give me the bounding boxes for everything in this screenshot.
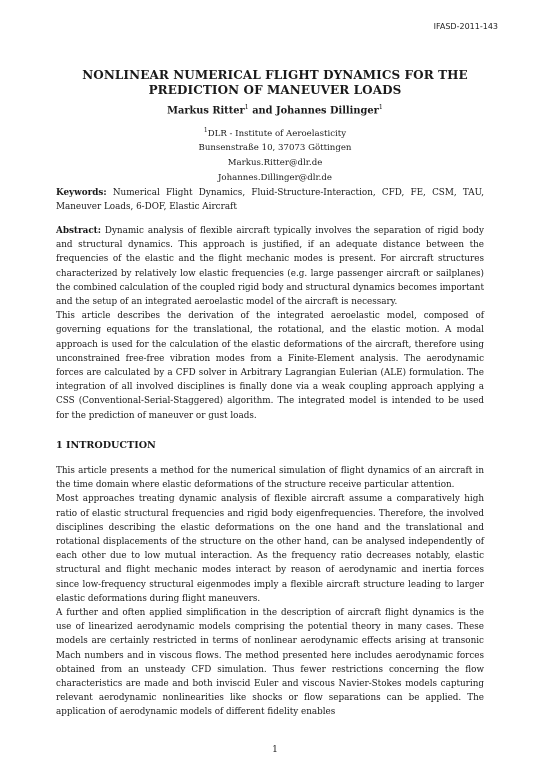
keywords (56, 186, 484, 214)
author-name: Markus Ritter (167, 105, 245, 117)
body-paragraph: A further and often applied simplification in the description of aircraft flight dynamics is the use of linearized aerodynamic models comprising the potential theory in many cases. These models are certainly restricted in terms of nonlinear aerodynamic effects arising at transonic Mach numbers and in viscous flows. The method presented here includes aerodynamic forces obtained from an unsteady CFD simulation. Thus fewer restrictions concerning the flow characteristics are made and both inviscid Euler and viscous Navier-Stokes models capturing relevant aerodynamic nonlinearities like shocks or flow separations can be applied. The application of aerodynamic models of different fidelity enables (56, 608, 484, 718)
keywords-text: Numerical Flight Dynamics, Fluid-Structure-Interaction, CFD, FE, CSM, TAU, Maneuver Loads, 6-DOF, Elastic Aircraft (56, 188, 485, 213)
author-line (40, 103, 510, 116)
page-number: 1 (272, 745, 278, 755)
author-joiner: and (252, 105, 273, 117)
abstract (56, 224, 484, 423)
author-email: Johannes.Dillinger@dlr.de (217, 172, 332, 183)
introduction-body (56, 464, 484, 720)
affiliation-block (40, 124, 510, 185)
abstract-label: Abstract: (56, 226, 101, 236)
body-paragraph: This article presents a method for the numerical simulation of flight dynamics of an aircraft in the time domain where elastic deformations of the structure receive particular attention. (56, 466, 484, 491)
abstract-paragraph: Abstract: Dynamic analysis of flexible aircraft typically involves the separation of rigid body and structural dynamics. This approach is justified, if an adequate distance between the frequencies of the elastic and the flight mechanic modes is present. For aircraft structures characterized by relatively low elastic frequencies (e.g. large passenger aircraft or sailplanes) the combined calculation of the coupled rigid body and structural dynamics becomes important and the setup of an integrated aeroelastic model of the aircraft is necessary. (56, 226, 484, 308)
paper-title: NONLINEAR NUMERICAL FLIGHT DYNAMICS FOR THE PREDICTION OF MANEUVER LOADS (82, 68, 468, 97)
author-affiliation-mark: 1 (244, 103, 249, 111)
conference-id: IFASD-2011-143 (433, 22, 498, 31)
author-affiliation-mark: 1 (378, 103, 383, 111)
keywords-label: Keywords: (56, 188, 107, 198)
author-name: Johannes Dillinger (275, 105, 379, 117)
affiliation-mark: 1 (203, 127, 208, 134)
section-heading: 1 INTRODUCTION (56, 440, 156, 451)
affiliation-institute: $^1$DLR - Institute of Aeroelasticity (203, 127, 347, 139)
author-email: Markus.Ritter@dlr.de (227, 158, 323, 169)
affiliation-address: Bunsenstraße 10, 37073 Göttingen (198, 143, 352, 154)
body-paragraph: Most approaches treating dynamic analysis of flexible aircraft assume a comparatively high ratio of elastic structural frequencies and rigid body eigenfrequencies. Therefore, the involved disciplines describing the elastic deformations on the one hand and the translational and rotational displacements of the structure on the other hand, can be analysed independently of each other due to low mutual interaction. As the frequency ratio decreases notably, elastic structural and flight mechanic modes interact by reason of aerodynamic and inertia forces since low-frequency structural eigenmodes imply a flexible aircraft structure leading to larger elastic deformations during flight maneuvers. (56, 494, 484, 604)
abstract-paragraph: This article describes the derivation of the integrated aeroelastic model, composed of governing equations for the translational, the rotational, and the elastic motion. A modal approach is used for the calculation of the elastic deformations of the aircraft, therefore using unconstrained free-free vibration modes from a Finite-Element analysis. The aerodynamic forces are calculated by a CFD solver in Arbitrary Lagrangian Eulerian (ALE) formulation. The integration of all involved disciplines is finally done via a weak coupling approach applying a CSS (Conventional-Serial-Staggered) algorithm. The integrated model is intended to be used for the prediction of maneuver or gust loads. (56, 311, 484, 421)
